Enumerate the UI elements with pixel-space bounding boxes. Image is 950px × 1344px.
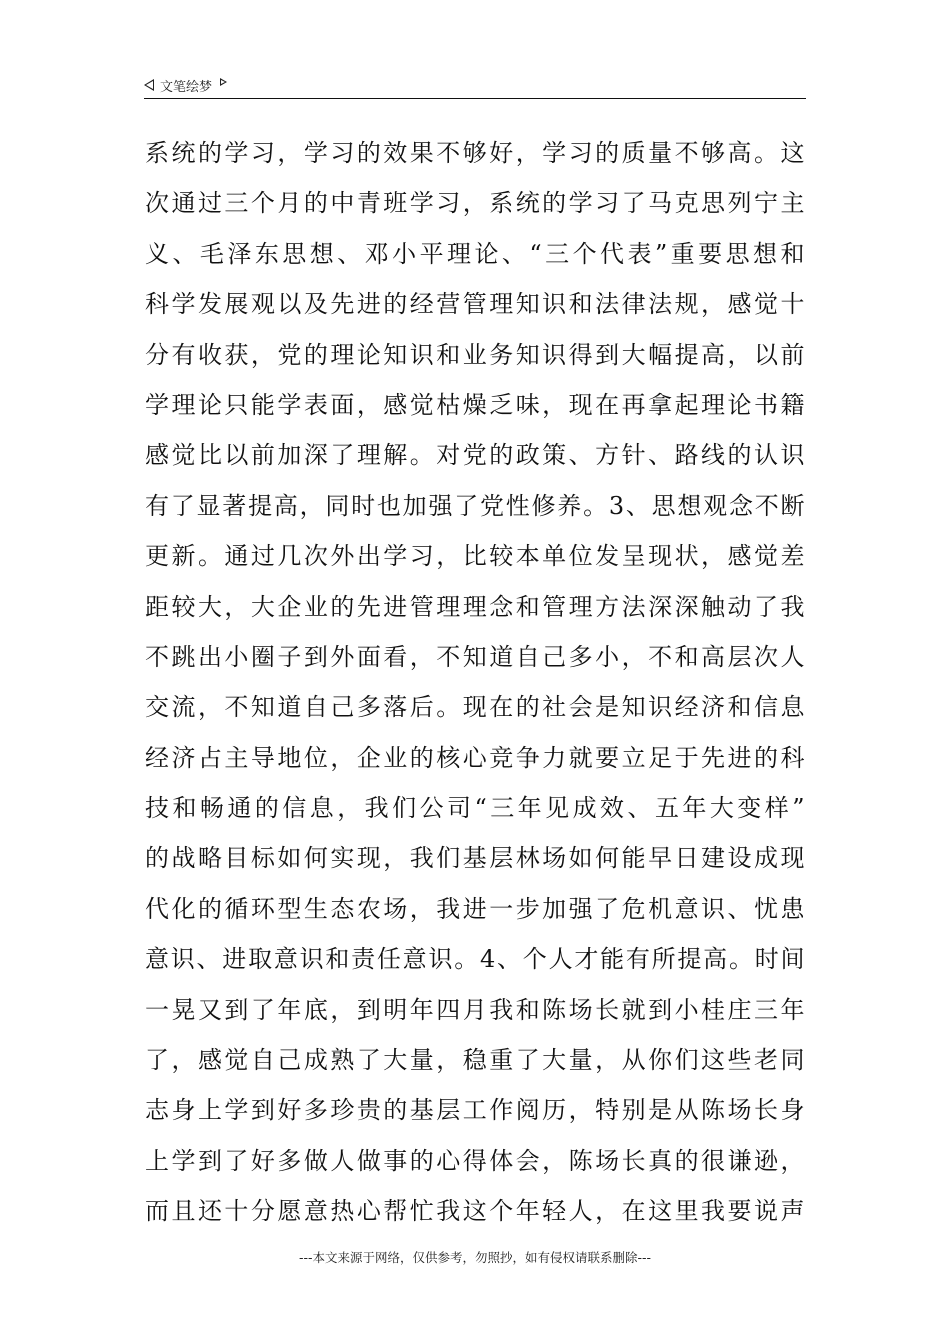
page-footer: ---本文来源于网络，仅供参考，勿照抄，如有侵权请联系删除--- bbox=[298, 1250, 652, 1265]
text-line: 义、毛泽东思想、邓小平理论、“三个代表”重要思想和 bbox=[145, 239, 805, 268]
document-body bbox=[145, 128, 805, 1237]
text-line: 上学到了好多做人做事的心得体会，陈场长真的很谦逊， bbox=[145, 1146, 805, 1175]
text-line: 有了显著提高，同时也加强了党性修养。3、思想观念不断 bbox=[145, 491, 805, 520]
text-line: 了，感觉自己成熟了大量，稳重了大量，从你们这些老同 bbox=[145, 1046, 805, 1075]
text-line: 距较大，大企业的先进管理理念和管理方法深深触动了我 bbox=[145, 592, 805, 621]
text-line: 一晃又到了年底，到明年四月我和陈场长就到小桂庄三年 bbox=[145, 995, 805, 1024]
triangle-left-outline-icon bbox=[144, 79, 154, 91]
text-line: 意识、进取意识和责任意识。4、个人才能有所提高。时间 bbox=[145, 945, 805, 974]
text-line: 学理论只能学表面，感觉枯燥乏味，现在再拿起理论书籍 bbox=[145, 390, 805, 419]
text-line: 技和畅通的信息，我们公司“三年见成效、五年大变样” bbox=[145, 794, 805, 823]
header-divider bbox=[144, 98, 806, 99]
text-line: 分有收获，党的理论知识和业务知识得到大幅提高，以前 bbox=[145, 340, 805, 369]
text-line: 感觉比以前加深了理解。对党的政策、方针、路线的认识 bbox=[145, 441, 805, 470]
text-line: 更新。通过几次外出学习，比较本单位发呈现状，感觉差 bbox=[145, 542, 805, 571]
text-line: 代化的循环型生态农场，我进一步加强了危机意识、忧患 bbox=[145, 894, 805, 923]
text-line: 科学发展观以及先进的经营管理知识和法律法规，感觉十 bbox=[145, 290, 805, 319]
page-header bbox=[144, 74, 806, 96]
header-title: 文笔绘梦 bbox=[160, 79, 213, 95]
text-line: 志身上学到好多珍贵的基层工作阅历，特别是从陈场长身 bbox=[145, 1096, 805, 1125]
text-line: 经济占主导地位，企业的核心竞争力就要立足于先进的科 bbox=[145, 743, 805, 772]
text-line: 不跳出小圈子到外面看，不知道自己多小，不和高层次人 bbox=[145, 642, 805, 671]
text-line: 交流，不知道自己多落后。现在的社会是知识经济和信息 bbox=[145, 693, 805, 722]
text-line: 次通过三个月的中青班学习，系统的学习了马克思列宁主 bbox=[145, 189, 805, 218]
text-line: 系统的学习，学习的效果不够好，学习的质量不够高。这 bbox=[145, 139, 805, 167]
triangle-right-outline-icon bbox=[220, 78, 227, 86]
text-line: 的战略目标如何实现，我们基层林场如何能早日建设成现 bbox=[145, 844, 805, 873]
text-line: 而且还十分愿意热心帮忙我这个年轻人，在这里我要说声 bbox=[145, 1197, 805, 1226]
